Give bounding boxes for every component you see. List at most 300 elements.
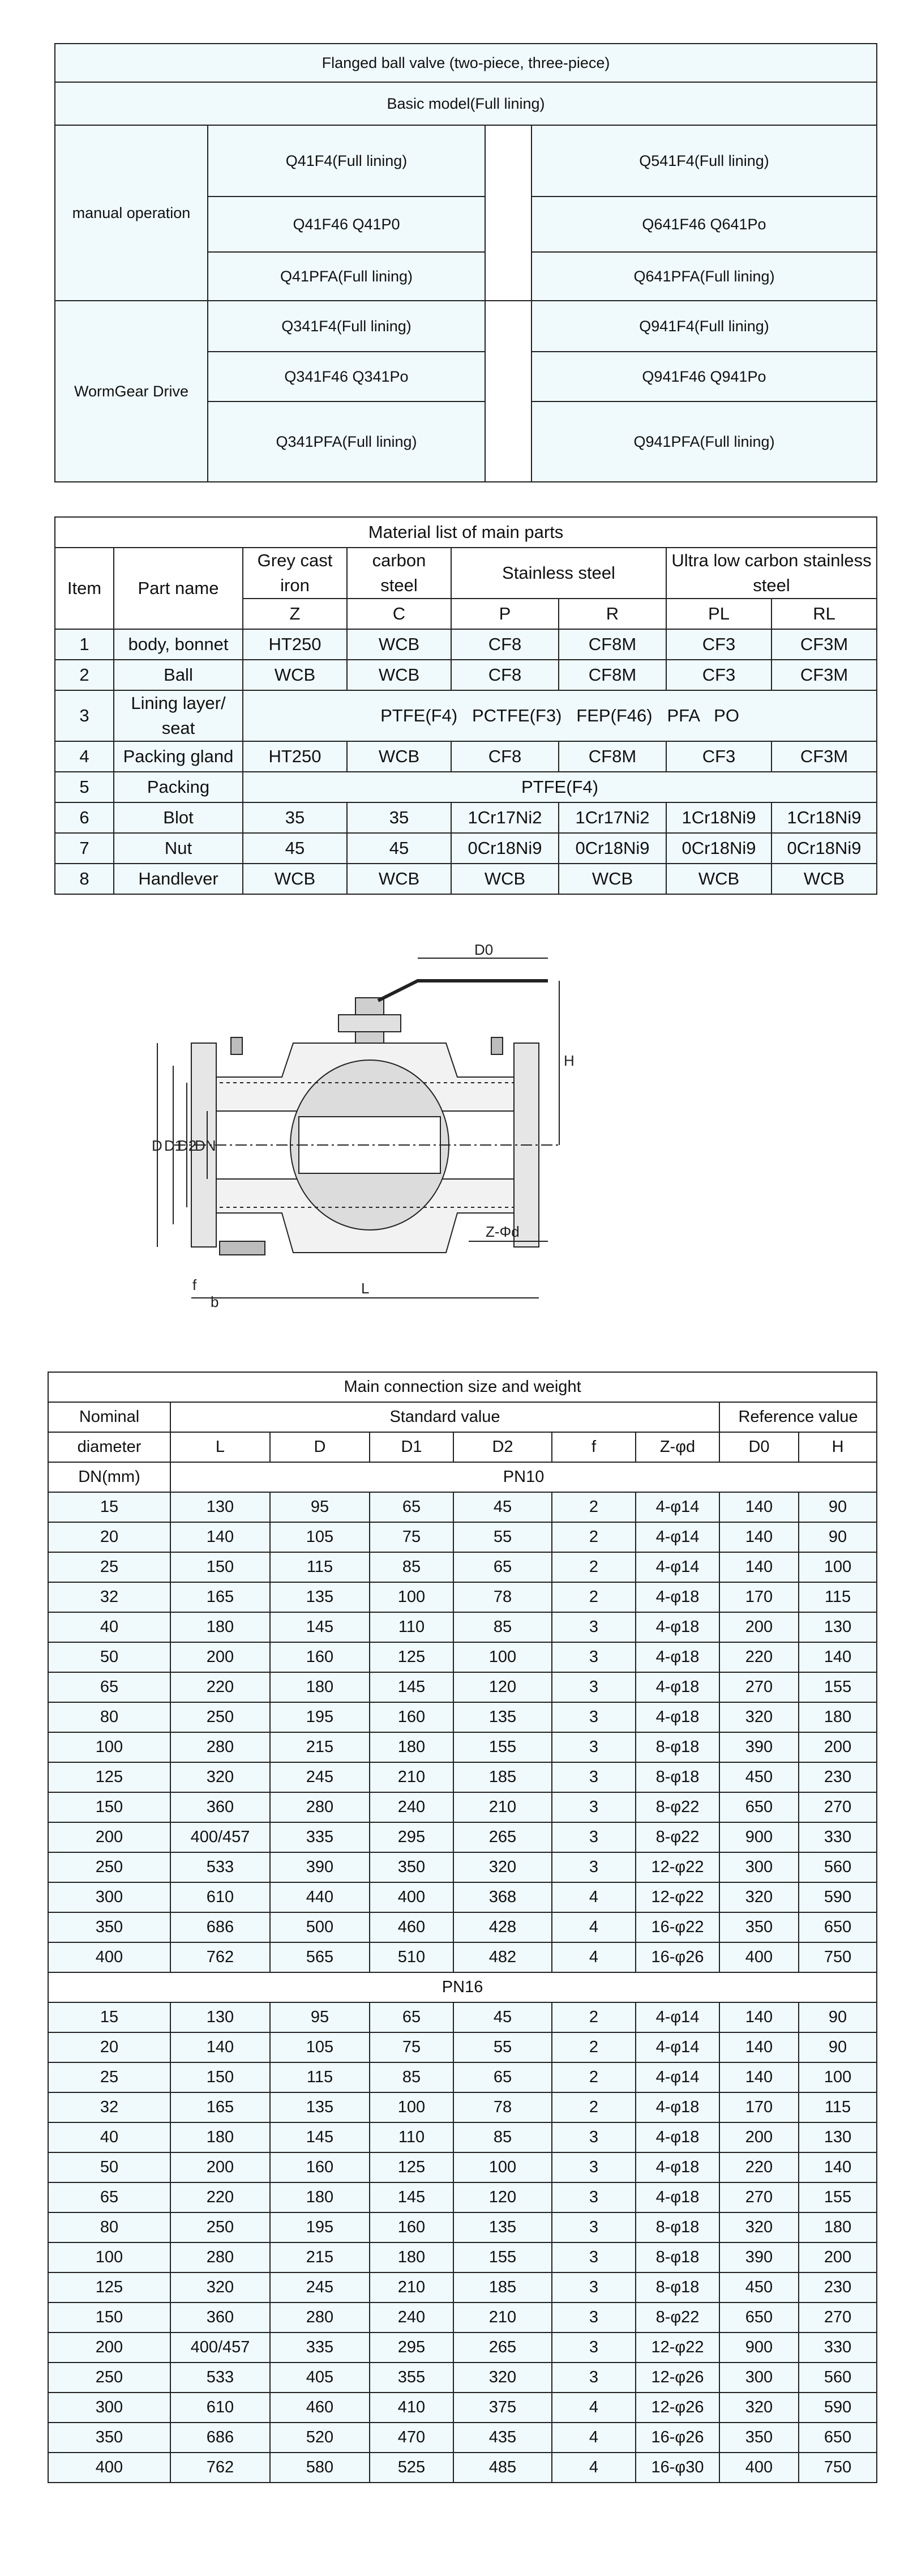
size-cell: 320 — [719, 2393, 799, 2423]
label-dn: DN — [195, 1137, 216, 1154]
material-cell: WCB — [771, 864, 877, 894]
size-cell: 155 — [453, 2242, 552, 2272]
size-cell: 250 — [170, 2212, 270, 2242]
model-table — [54, 43, 877, 482]
material-cell: 1Cr18Ni9 — [666, 802, 771, 833]
dn-cell: 65 — [48, 2182, 170, 2212]
size-cell: 300 — [719, 2363, 799, 2393]
size-row — [48, 2333, 877, 2363]
material-cell: 0Cr18Ni9 — [451, 833, 559, 864]
group-gap — [485, 301, 531, 482]
size-cell: 280 — [170, 2242, 270, 2272]
size-cell: 200 — [719, 1612, 799, 1642]
size-cell: 135 — [453, 1702, 552, 1732]
size-cell: 8-φ18 — [636, 1762, 719, 1792]
size-cell: 140 — [170, 2032, 270, 2062]
size-row — [48, 2152, 877, 2182]
size-cell: 135 — [453, 2212, 552, 2242]
size-cell: 75 — [370, 1522, 453, 1552]
size-cell: 320 — [170, 1762, 270, 1792]
material-cell: CF3 — [666, 660, 771, 690]
size-cell: 16-φ26 — [636, 1942, 719, 1972]
size-cell: 350 — [719, 2423, 799, 2453]
size-row — [48, 1822, 877, 1852]
size-cell: 210 — [370, 1762, 453, 1792]
size-cell: 428 — [453, 1912, 552, 1942]
size-cell: 4-φ18 — [636, 1582, 719, 1612]
size-cell: 85 — [453, 2122, 552, 2152]
size-cell: 8-φ18 — [636, 2242, 719, 2272]
size-cell: 4-φ14 — [636, 1552, 719, 1582]
size-cell: 140 — [719, 2032, 799, 2062]
size-cell: 650 — [799, 1912, 877, 1942]
size-cell: 230 — [799, 1762, 877, 1792]
size-cell: 120 — [453, 2182, 552, 2212]
material-cell: CF8M — [559, 660, 666, 690]
col-d1: D1 — [370, 1432, 453, 1462]
size-cell: 265 — [453, 1822, 552, 1852]
dn-cell: 300 — [48, 1882, 170, 1912]
material-cell: HT250 — [243, 741, 347, 772]
dn-cell: 80 — [48, 2212, 170, 2242]
size-cell: 115 — [799, 2092, 877, 2122]
size-cell: 145 — [270, 1612, 370, 1642]
size-cell: 200 — [170, 1642, 270, 1672]
item-number: 1 — [55, 629, 114, 660]
size-cell: 8-φ18 — [636, 2212, 719, 2242]
size-cell: 390 — [270, 1852, 370, 1882]
size-cell: 145 — [270, 2122, 370, 2152]
size-row — [48, 2032, 877, 2062]
material-row — [55, 629, 877, 660]
label-f: f — [192, 1276, 197, 1293]
size-cell: 220 — [719, 1642, 799, 1672]
valve-cross-section-drawing — [152, 941, 575, 1326]
size-cell: 155 — [799, 2182, 877, 2212]
size-cell: 140 — [719, 1522, 799, 1552]
size-cell: 440 — [270, 1882, 370, 1912]
size-cell: 580 — [270, 2453, 370, 2483]
material-cell: WCB — [347, 864, 451, 894]
material-cell: WCB — [243, 660, 347, 690]
size-cell: 12-φ22 — [636, 1882, 719, 1912]
size-cell: 3 — [552, 1702, 636, 1732]
size-cell: 95 — [270, 2002, 370, 2032]
model-table-title: Flanged ball valve (two-piece, three-piece) — [55, 44, 877, 82]
size-cell: 90 — [799, 2002, 877, 2032]
material-cell: WCB — [559, 864, 666, 894]
col-part-name: Part name — [114, 548, 243, 629]
size-cell: 300 — [719, 1852, 799, 1882]
size-cell: 240 — [370, 1792, 453, 1822]
size-cell: 500 — [270, 1912, 370, 1942]
size-cell: 78 — [453, 1582, 552, 1612]
material-cell: CF3 — [666, 629, 771, 660]
size-cell: 460 — [270, 2393, 370, 2423]
size-cell: 4-φ18 — [636, 1612, 719, 1642]
size-cell: 280 — [170, 1732, 270, 1762]
size-cell: 900 — [719, 2333, 799, 2363]
size-cell: 3 — [552, 1672, 636, 1702]
size-cell: 180 — [370, 2242, 453, 2272]
size-cell: 686 — [170, 2423, 270, 2453]
size-cell: 2 — [552, 2032, 636, 2062]
size-cell: 533 — [170, 2363, 270, 2393]
dn-cell: 40 — [48, 1612, 170, 1642]
size-cell: 195 — [270, 1702, 370, 1732]
size-cell: 130 — [170, 2002, 270, 2032]
size-cell: 335 — [270, 2333, 370, 2363]
dn-cell: 15 — [48, 2002, 170, 2032]
size-cell: 3 — [552, 2333, 636, 2363]
dn-cell: 40 — [48, 2122, 170, 2152]
size-cell: 3 — [552, 2242, 636, 2272]
size-cell: 140 — [719, 1552, 799, 1582]
col-nominal-3: DN(mm) — [48, 1462, 170, 1492]
size-cell: 4-φ14 — [636, 1522, 719, 1552]
size-cell: 130 — [799, 2122, 877, 2152]
size-cell: 140 — [170, 1522, 270, 1552]
size-cell: 16-φ30 — [636, 2453, 719, 2483]
size-row — [48, 2363, 877, 2393]
material-cell: CF8M — [559, 629, 666, 660]
size-row — [48, 2453, 877, 2483]
size-cell: 280 — [270, 1792, 370, 1822]
size-cell: 100 — [370, 2092, 453, 2122]
size-cell: 2 — [552, 1552, 636, 1582]
size-cell: 270 — [719, 1672, 799, 1702]
material-row — [55, 660, 877, 690]
size-cell: 520 — [270, 2423, 370, 2453]
size-cell: 400/457 — [170, 1822, 270, 1852]
size-cell: 610 — [170, 1882, 270, 1912]
size-cell: 4-φ18 — [636, 2092, 719, 2122]
size-cell: 210 — [370, 2272, 453, 2302]
size-cell: 410 — [370, 2393, 453, 2423]
size-cell: 450 — [719, 1762, 799, 1792]
size-cell: 180 — [370, 1732, 453, 1762]
size-cell: 160 — [370, 1702, 453, 1732]
size-cell: 2 — [552, 2092, 636, 2122]
model-cell: Q41F4(Full lining) — [208, 125, 485, 196]
size-cell: 100 — [799, 1552, 877, 1582]
size-cell: 115 — [799, 1582, 877, 1612]
size-row — [48, 1912, 877, 1942]
size-cell: 435 — [453, 2423, 552, 2453]
material-cell: 1Cr17Ni2 — [451, 802, 559, 833]
size-cell: 200 — [799, 2242, 877, 2272]
material-span-cell: PTFE(F4) PCTFE(F3) FEP(F46) PFA PO — [243, 690, 877, 741]
model-cell: Q541F4(Full lining) — [531, 125, 877, 196]
size-cell: 3 — [552, 2182, 636, 2212]
material-cell: CF3 — [666, 741, 771, 772]
size-cell: 165 — [170, 2092, 270, 2122]
size-row — [48, 2062, 877, 2092]
size-cell: 320 — [453, 2363, 552, 2393]
code-cell: P — [451, 599, 559, 629]
size-cell: 320 — [719, 1882, 799, 1912]
size-cell: 8-φ22 — [636, 1792, 719, 1822]
size-cell: 4-φ18 — [636, 2122, 719, 2152]
material-cell: WCB — [347, 660, 451, 690]
size-cell: 150 — [170, 2062, 270, 2092]
part-name: Packing gland — [114, 741, 243, 772]
dn-cell: 150 — [48, 2302, 170, 2333]
col-reference-value: Reference value — [719, 1402, 877, 1432]
size-cell: 65 — [370, 2002, 453, 2032]
dn-cell: 15 — [48, 1492, 170, 1522]
size-cell: 145 — [370, 2182, 453, 2212]
size-row — [48, 1882, 877, 1912]
size-cell: 105 — [270, 1522, 370, 1552]
material-cell: CF8 — [451, 741, 559, 772]
size-cell: 12-φ26 — [636, 2393, 719, 2423]
size-cell: 85 — [370, 1552, 453, 1582]
size-cell: 4-φ18 — [636, 1672, 719, 1702]
material-row — [55, 864, 877, 894]
label-z-phi-d: Z-Φd — [486, 1223, 520, 1240]
item-number: 3 — [55, 690, 114, 741]
size-row — [48, 1642, 877, 1672]
size-row — [48, 1582, 877, 1612]
size-cell: 215 — [270, 1732, 370, 1762]
size-cell: 170 — [719, 1582, 799, 1612]
size-cell: 100 — [453, 2152, 552, 2182]
size-cell: 3 — [552, 1642, 636, 1672]
dn-cell: 125 — [48, 2272, 170, 2302]
size-cell: 4 — [552, 1882, 636, 1912]
size-cell: 75 — [370, 2032, 453, 2062]
size-cell: 160 — [370, 2212, 453, 2242]
size-row — [48, 2242, 877, 2272]
size-cell: 3 — [552, 2152, 636, 2182]
size-cell: 610 — [170, 2393, 270, 2423]
material-table-title: Material list of main parts — [55, 517, 877, 548]
size-row — [48, 2272, 877, 2302]
model-cell: Q341F46 Q341Po — [208, 352, 485, 401]
dn-cell: 200 — [48, 2333, 170, 2363]
size-cell: 4-φ14 — [636, 1492, 719, 1522]
size-cell: 180 — [270, 1672, 370, 1702]
material-cell: 0Cr18Ni9 — [559, 833, 666, 864]
col-item: Item — [55, 548, 114, 629]
label-d1: D1 — [164, 1137, 183, 1154]
size-cell: 350 — [719, 1912, 799, 1942]
model-cell: Q341PFA(Full lining) — [208, 401, 485, 482]
size-cell: 900 — [719, 1822, 799, 1852]
size-cell: 140 — [719, 1492, 799, 1522]
size-cell: 250 — [170, 1702, 270, 1732]
size-cell: 210 — [453, 1792, 552, 1822]
size-cell: 140 — [799, 1642, 877, 1672]
size-cell: 360 — [170, 1792, 270, 1822]
size-cell: 3 — [552, 2272, 636, 2302]
item-number: 2 — [55, 660, 114, 690]
size-row — [48, 1612, 877, 1642]
size-row — [48, 2302, 877, 2333]
size-cell: 2 — [552, 1522, 636, 1552]
section-pn16: PN16 — [48, 1972, 877, 2002]
size-cell: 320 — [719, 1702, 799, 1732]
size-cell: 460 — [370, 1912, 453, 1942]
dn-cell: 65 — [48, 1672, 170, 1702]
label-d: D — [152, 1137, 162, 1154]
dn-cell: 25 — [48, 2062, 170, 2092]
size-row — [48, 1522, 877, 1552]
size-row — [48, 1732, 877, 1762]
col-standard-value: Standard value — [170, 1402, 719, 1432]
dn-cell: 250 — [48, 2363, 170, 2393]
dn-cell: 32 — [48, 2092, 170, 2122]
size-cell: 145 — [370, 1672, 453, 1702]
material-row — [55, 690, 877, 741]
size-cell: 482 — [453, 1942, 552, 1972]
size-cell: 4 — [552, 2453, 636, 2483]
size-cell: 65 — [370, 1492, 453, 1522]
size-cell: 140 — [799, 2152, 877, 2182]
size-cell: 65 — [453, 2062, 552, 2092]
size-cell: 230 — [799, 2272, 877, 2302]
size-cell: 65 — [453, 1552, 552, 1582]
material-cell: CF3M — [771, 741, 877, 772]
part-name: Packing — [114, 772, 243, 802]
material-row — [55, 772, 877, 802]
size-cell: 165 — [170, 1582, 270, 1612]
size-cell: 400 — [719, 2453, 799, 2483]
material-cell: CF8M — [559, 741, 666, 772]
size-table — [48, 1372, 877, 2483]
material-cell: 45 — [243, 833, 347, 864]
size-cell: 400 — [719, 1942, 799, 1972]
dn-cell: 125 — [48, 1762, 170, 1792]
size-row — [48, 1942, 877, 1972]
size-cell: 320 — [453, 1852, 552, 1882]
dn-cell: 400 — [48, 2453, 170, 2483]
size-cell: 525 — [370, 2453, 453, 2483]
size-row — [48, 1852, 877, 1882]
material-cell: 0Cr18Ni9 — [666, 833, 771, 864]
size-cell: 95 — [270, 1492, 370, 1522]
size-cell: 12-φ22 — [636, 2333, 719, 2363]
size-cell: 16-φ26 — [636, 2423, 719, 2453]
size-cell: 170 — [719, 2092, 799, 2122]
size-cell: 590 — [799, 2393, 877, 2423]
label-b: b — [211, 1293, 219, 1310]
size-cell: 140 — [719, 2002, 799, 2032]
size-cell: 2 — [552, 2062, 636, 2092]
dn-cell: 350 — [48, 1912, 170, 1942]
size-cell: 245 — [270, 2272, 370, 2302]
size-cell: 45 — [453, 1492, 552, 1522]
size-cell: 4-φ18 — [636, 2152, 719, 2182]
size-cell: 320 — [719, 2212, 799, 2242]
material-cell: WCB — [347, 629, 451, 660]
code-cell: Z — [243, 599, 347, 629]
col-grey-cast-iron: Grey cast iron — [243, 548, 347, 599]
size-cell: 220 — [170, 2182, 270, 2212]
material-cell: WCB — [666, 864, 771, 894]
size-cell: 16-φ22 — [636, 1912, 719, 1942]
size-cell: 375 — [453, 2393, 552, 2423]
size-cell: 90 — [799, 1492, 877, 1522]
size-cell: 135 — [270, 1582, 370, 1612]
size-cell: 650 — [799, 2423, 877, 2453]
size-cell: 78 — [453, 2092, 552, 2122]
label-d2: D2 — [178, 1137, 197, 1154]
size-cell: 4-φ14 — [636, 2032, 719, 2062]
material-cell: WCB — [243, 864, 347, 894]
size-cell: 160 — [270, 2152, 370, 2182]
size-cell: 140 — [719, 2062, 799, 2092]
material-cell: 1Cr18Ni9 — [771, 802, 877, 833]
code-cell: R — [559, 599, 666, 629]
part-name: Nut — [114, 833, 243, 864]
material-span-cell: PTFE(F4) — [243, 772, 877, 802]
code-cell: C — [347, 599, 451, 629]
size-row — [48, 1492, 877, 1522]
material-cell: CF8 — [451, 629, 559, 660]
size-cell: 405 — [270, 2363, 370, 2393]
size-cell: 130 — [799, 1612, 877, 1642]
col-d: D — [270, 1432, 370, 1462]
dn-cell: 20 — [48, 2032, 170, 2062]
size-cell: 2 — [552, 2002, 636, 2032]
size-cell: 3 — [552, 2302, 636, 2333]
size-row — [48, 1672, 877, 1702]
item-number: 5 — [55, 772, 114, 802]
size-cell: 650 — [719, 2302, 799, 2333]
size-cell: 510 — [370, 1942, 453, 1972]
label-l: L — [361, 1280, 370, 1297]
size-cell: 125 — [370, 1642, 453, 1672]
material-cell: WCB — [451, 864, 559, 894]
size-cell: 130 — [170, 1492, 270, 1522]
size-cell: 2 — [552, 1582, 636, 1612]
size-cell: 155 — [799, 1672, 877, 1702]
size-cell: 590 — [799, 1882, 877, 1912]
size-cell: 565 — [270, 1942, 370, 1972]
size-row — [48, 2212, 877, 2242]
size-cell: 3 — [552, 1822, 636, 1852]
dn-cell: 80 — [48, 1702, 170, 1732]
size-row — [48, 1552, 877, 1582]
size-cell: 195 — [270, 2212, 370, 2242]
dn-cell: 100 — [48, 1732, 170, 1762]
dn-cell: 350 — [48, 2423, 170, 2453]
material-row — [55, 741, 877, 772]
material-cell: 35 — [347, 802, 451, 833]
size-cell: 245 — [270, 1762, 370, 1792]
code-cell: PL — [666, 599, 771, 629]
col-z-phi-d: Z-φd — [636, 1432, 719, 1462]
model-table-subtitle: Basic model(Full lining) — [55, 82, 877, 125]
model-cell: Q41F46 Q41P0 — [208, 196, 485, 252]
model-cell: Q941PFA(Full lining) — [531, 401, 877, 482]
section-pn10: PN10 — [170, 1462, 877, 1492]
size-cell: 3 — [552, 1612, 636, 1642]
size-cell: 265 — [453, 2333, 552, 2363]
size-cell: 115 — [270, 2062, 370, 2092]
col-l: L — [170, 1432, 270, 1462]
size-cell: 470 — [370, 2423, 453, 2453]
item-number: 4 — [55, 741, 114, 772]
size-cell: 4-φ18 — [636, 1642, 719, 1672]
size-row — [48, 2002, 877, 2032]
size-cell: 4 — [552, 1942, 636, 1972]
size-cell: 3 — [552, 2363, 636, 2393]
size-cell: 8-φ22 — [636, 1822, 719, 1852]
col-carbon-steel: carbon steel — [347, 548, 451, 599]
